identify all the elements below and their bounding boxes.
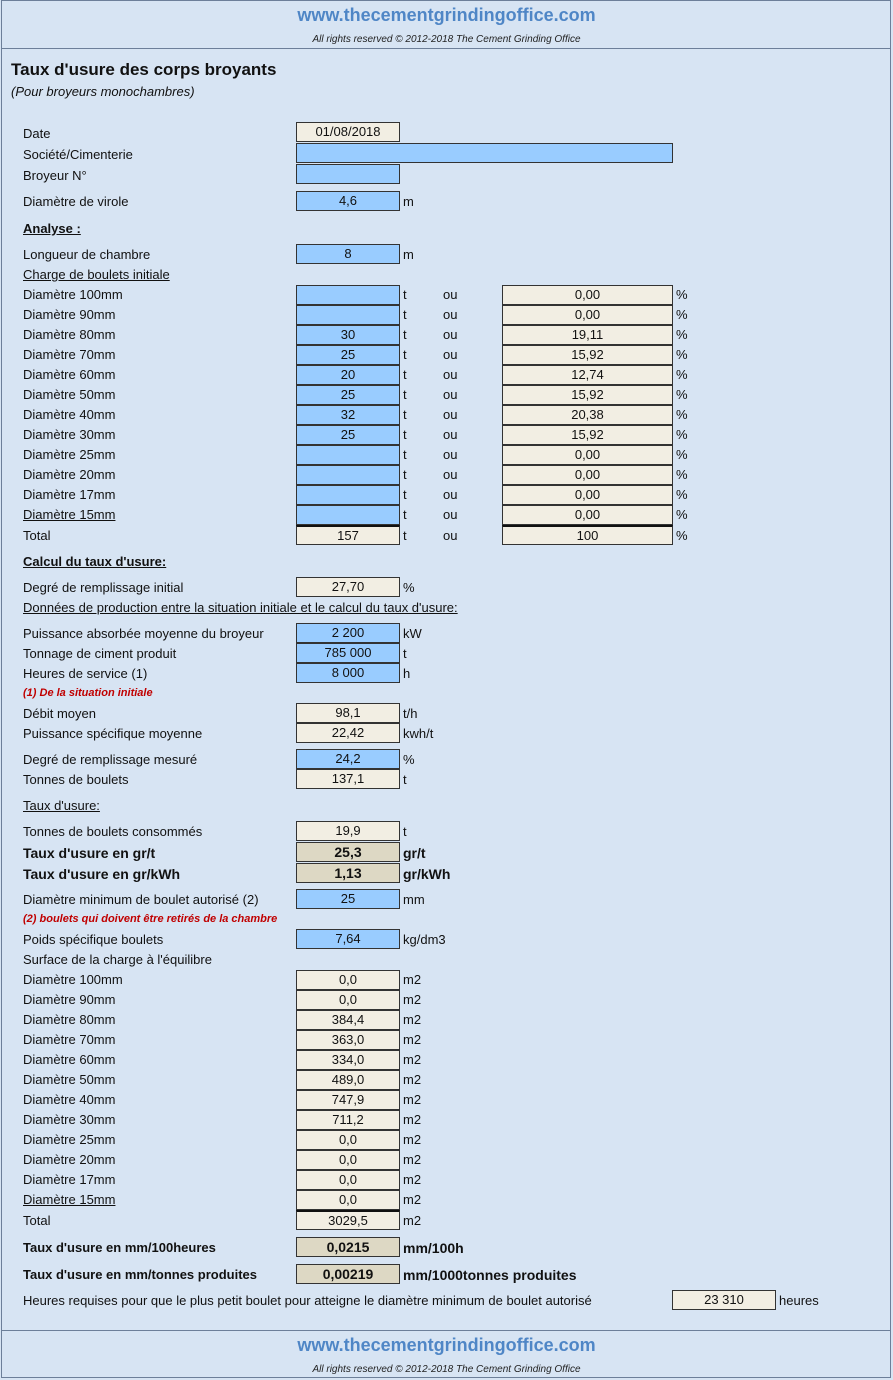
charge-row-ou: ou: [443, 307, 458, 322]
charge-row-label: Diamètre 60mm: [23, 367, 116, 382]
surface-row-label: Diamètre 20mm: [23, 1152, 116, 1167]
charge-row-ou: ou: [443, 467, 458, 482]
fill-initial-unit: %: [403, 580, 415, 595]
wear-grt-value: 25,3: [296, 842, 400, 862]
wear-mmton-unit: mm/1000tonnes produites: [403, 1267, 577, 1283]
consumed-label: Tonnes de boulets consommés: [23, 824, 203, 839]
charge-row-pct: 20,38: [502, 405, 673, 425]
rate-unit: t/h: [403, 706, 418, 721]
length-field[interactable]: 8: [296, 244, 400, 264]
charge-row-label: Diamètre 25mm: [23, 447, 116, 462]
charge-row-pct: 15,92: [502, 425, 673, 445]
charge-row-ou: ou: [443, 387, 458, 402]
footer-site-url[interactable]: www.thecementgrindingoffice.com: [297, 1335, 596, 1355]
fill-initial-label: Degré de remplissage initial: [23, 580, 184, 595]
hours-label: Heures de service (1): [23, 666, 148, 681]
charge-row-pct: 0,00: [502, 445, 673, 465]
charge-row-label: Diamètre 15mm: [23, 507, 116, 522]
wear-mm100h-unit: mm/100h: [403, 1240, 464, 1256]
hours-required-unit: heures: [779, 1293, 819, 1308]
ball-tons-unit: t: [403, 772, 407, 787]
spec-power-label: Puissance spécifique moyenne: [23, 726, 203, 741]
charge-row-unit-pct: %: [676, 327, 688, 342]
date-label: Date: [23, 126, 51, 141]
surface-row-unit: m2: [403, 1172, 422, 1187]
surface-row-unit: m2: [403, 1092, 422, 1107]
charge-row-tons-field[interactable]: 30: [296, 325, 400, 345]
charge-total-ou: ou: [443, 528, 458, 543]
charge-row-pct: 0,00: [502, 285, 673, 305]
charge-row-unit-t: t: [403, 347, 407, 362]
production-heading: Données de production entre la situation initiale et le calcul du taux d'usure:: [23, 600, 458, 615]
wear-grt-label: Taux d'usure en gr/t: [23, 845, 156, 861]
charge-row-unit-pct: %: [676, 467, 688, 482]
charge-row-unit-t: t: [403, 507, 407, 522]
surface-row-value: 0,0: [296, 1150, 400, 1170]
spec-power-value: 22,42: [296, 723, 400, 743]
spec-power-unit: kwh/t: [403, 726, 434, 741]
min-diameter-label: Diamètre minimum de boulet autorisé (2): [23, 892, 259, 907]
footer-divider: [1, 1330, 891, 1331]
note-1: (1) De la situation initiale: [23, 687, 153, 699]
surface-row-label: Diamètre 60mm: [23, 1052, 116, 1067]
charge-row-pct: 19,11: [502, 325, 673, 345]
surface-row-unit: m2: [403, 1012, 422, 1027]
surface-row-value: 363,0: [296, 1030, 400, 1050]
consumed-unit: t: [403, 824, 407, 839]
charge-row-ou: ou: [443, 427, 458, 442]
charge-row-pct: 15,92: [502, 345, 673, 365]
surface-row-label: Diamètre 15mm: [23, 1192, 116, 1207]
surface-row-unit: m2: [403, 1152, 422, 1167]
surface-row-unit: m2: [403, 1072, 422, 1087]
power-field[interactable]: 2 200: [296, 623, 400, 643]
hours-required-label: Heures requises pour que le plus petit boulet pour atteigne le diamètre minimum de boulet autorisé: [23, 1293, 592, 1308]
charge-row-ou: ou: [443, 367, 458, 382]
consumed-value: 19,9: [296, 821, 400, 841]
charge-total-pct: 100: [502, 525, 673, 545]
charge-row-ou: ou: [443, 407, 458, 422]
surface-row-unit: m2: [403, 1032, 422, 1047]
tonnage-unit: t: [403, 646, 407, 661]
surface-row-unit: m2: [403, 1192, 422, 1207]
surface-row-value: 384,4: [296, 1010, 400, 1030]
rate-value: 98,1: [296, 703, 400, 723]
surface-row-value: 711,2: [296, 1110, 400, 1130]
charge-row-ou: ou: [443, 447, 458, 462]
charge-row-unit-t: t: [403, 287, 407, 302]
surface-row-value: 334,0: [296, 1050, 400, 1070]
charge-row-pct: 15,92: [502, 385, 673, 405]
charge-row-tons-field[interactable]: 25: [296, 345, 400, 365]
charge-row-ou: ou: [443, 347, 458, 362]
surface-row-label: Diamètre 25mm: [23, 1132, 116, 1147]
surface-row-label: Diamètre 50mm: [23, 1072, 116, 1087]
surface-row-value: 489,0: [296, 1070, 400, 1090]
mill-field[interactable]: [296, 164, 400, 184]
surface-row-unit: m2: [403, 1112, 422, 1127]
hours-unit: h: [403, 666, 411, 681]
hours-field[interactable]: 8 000: [296, 663, 400, 683]
calc-heading: Calcul du taux d'usure:: [23, 554, 167, 569]
length-unit: m: [403, 247, 414, 262]
charge-total-tons: 157: [296, 525, 400, 545]
charge-row-tons-field[interactable]: [296, 505, 400, 525]
tonnage-field[interactable]: 785 000: [296, 643, 400, 663]
surface-total-unit: m2: [403, 1213, 422, 1228]
charge-row-unit-pct: %: [676, 367, 688, 382]
charge-total-unit-pct: %: [676, 528, 688, 543]
charge-row-unit-pct: %: [676, 507, 688, 522]
charge-row-ou: ou: [443, 507, 458, 522]
site-url[interactable]: www.thecementgrindingoffice.com: [297, 5, 596, 25]
company-label: Société/Cimenterie: [23, 147, 133, 162]
charge-row-label: Diamètre 20mm: [23, 467, 116, 482]
rate-label: Débit moyen: [23, 706, 96, 721]
header-divider: [1, 48, 891, 49]
charge-row-unit-t: t: [403, 387, 407, 402]
charge-row-pct: 0,00: [502, 505, 673, 525]
charge-row-label: Diamètre 30mm: [23, 427, 116, 442]
surface-row-label: Diamètre 80mm: [23, 1012, 116, 1027]
charge-row-tons-field[interactable]: 25: [296, 385, 400, 405]
wear-mm100h-label: Taux d'usure en mm/100heures: [23, 1240, 216, 1255]
charge-row-label: Diamètre 100mm: [23, 287, 123, 302]
surface-row-value: 747,9: [296, 1090, 400, 1110]
ball-tons-label: Tonnes de boulets: [23, 772, 129, 787]
charge-row-unit-t: t: [403, 467, 407, 482]
charge-row-label: Diamètre 50mm: [23, 387, 116, 402]
charge-row-pct: 12,74: [502, 365, 673, 385]
wear-grt-unit: gr/t: [403, 845, 426, 861]
charge-row-unit-pct: %: [676, 447, 688, 462]
charge-row-unit-pct: %: [676, 287, 688, 302]
charge-row-unit-t: t: [403, 427, 407, 442]
charge-row-ou: ou: [443, 327, 458, 342]
wear-mmton-value: 0,00219: [296, 1264, 400, 1284]
charge-row-ou: ou: [443, 487, 458, 502]
surface-row-label: Diamètre 40mm: [23, 1092, 116, 1107]
wear-heading: Taux d'usure:: [23, 798, 100, 813]
charge-row-tons-field[interactable]: 25: [296, 425, 400, 445]
charge-row-tons-field[interactable]: [296, 485, 400, 505]
charge-row-unit-pct: %: [676, 387, 688, 402]
charge-row-unit-pct: %: [676, 307, 688, 322]
fill-measured-field[interactable]: 24,2: [296, 749, 400, 769]
charge-row-unit-t: t: [403, 367, 407, 382]
surface-row-unit: m2: [403, 1052, 422, 1067]
charge-row-label: Diamètre 17mm: [23, 487, 116, 502]
date-field[interactable]: 01/08/2018: [296, 122, 400, 142]
surface-row-label: Diamètre 100mm: [23, 972, 123, 987]
length-label: Longueur de chambre: [23, 247, 151, 262]
charge-row-pct: 0,00: [502, 465, 673, 485]
note-2: (2) boulets qui doivent être retirés de la chambre: [23, 913, 278, 925]
surface-row-value: 0,0: [296, 1170, 400, 1190]
analysis-heading: Analyse :: [23, 221, 81, 236]
surface-row-label: Diamètre 70mm: [23, 1032, 116, 1047]
surface-row-unit: m2: [403, 1132, 422, 1147]
diameter-label: Diamètre de virole: [23, 194, 129, 209]
wear-grkwh-unit: gr/kWh: [403, 866, 451, 882]
surface-row-value: 0,0: [296, 1130, 400, 1150]
tonnage-label: Tonnage de ciment produit: [23, 646, 177, 661]
charge-row-label: Diamètre 40mm: [23, 407, 116, 422]
min-diameter-field[interactable]: 25: [296, 889, 400, 909]
surface-total-label: Total: [23, 1213, 51, 1228]
charge-row-tons-field[interactable]: 32: [296, 405, 400, 425]
charge-row-tons-field[interactable]: 20: [296, 365, 400, 385]
diameter-unit: m: [403, 194, 414, 209]
fill-measured-unit: %: [403, 752, 415, 767]
charge-row-label: Diamètre 80mm: [23, 327, 116, 342]
charge-row-pct: 0,00: [502, 305, 673, 325]
charge-heading: Charge de boulets initiale: [23, 267, 170, 282]
surface-row-label: Diamètre 90mm: [23, 992, 116, 1007]
copyright: All rights reserved © 2012-2018 The Cement Grinding Office: [312, 34, 581, 45]
company-field[interactable]: [296, 143, 673, 163]
footer-copyright: All rights reserved © 2012-2018 The Cement Grinding Office: [312, 1364, 581, 1375]
surface-row-value: 0,0: [296, 1190, 400, 1210]
surface-row-label: Diamètre 17mm: [23, 1172, 116, 1187]
surface-row-unit: m2: [403, 972, 422, 987]
ball-tons-value: 137,1: [296, 769, 400, 789]
charge-row-ou: ou: [443, 287, 458, 302]
surface-row-value: 0,0: [296, 990, 400, 1010]
charge-row-unit-pct: %: [676, 427, 688, 442]
surface-row-value: 0,0: [296, 970, 400, 990]
charge-row-tons-field[interactable]: [296, 305, 400, 325]
density-field[interactable]: 7,64: [296, 929, 400, 949]
diameter-field[interactable]: 4,6: [296, 191, 400, 211]
wear-grkwh-value: 1,13: [296, 863, 400, 883]
charge-row-unit-t: t: [403, 487, 407, 502]
wear-mmton-label: Taux d'usure en mm/tonnes produites: [23, 1267, 257, 1282]
charge-row-tons-field[interactable]: [296, 465, 400, 485]
charge-row-label: Diamètre 90mm: [23, 307, 116, 322]
charge-row-unit-pct: %: [676, 407, 688, 422]
power-unit: kW: [403, 626, 422, 641]
density-label: Poids spécifique boulets: [23, 932, 164, 947]
wear-grkwh-label: Taux d'usure en gr/kWh: [23, 866, 181, 882]
wear-mm100h-value: 0,0215: [296, 1237, 400, 1257]
charge-row-unit-t: t: [403, 447, 407, 462]
charge-row-unit-pct: %: [676, 347, 688, 362]
charge-row-unit-t: t: [403, 327, 407, 342]
min-diameter-unit: mm: [403, 892, 425, 907]
charge-total-unit-t: t: [403, 528, 407, 543]
page-subtitle: (Pour broyeurs monochambres): [11, 84, 195, 99]
surface-row-unit: m2: [403, 992, 422, 1007]
charge-row-pct: 0,00: [502, 485, 673, 505]
charge-row-unit-t: t: [403, 407, 407, 422]
hours-required-value: 23 310: [672, 1290, 776, 1310]
fill-initial-value: 27,70: [296, 577, 400, 597]
charge-row-unit-t: t: [403, 307, 407, 322]
density-unit: kg/dm3: [403, 932, 446, 947]
surface-row-label: Diamètre 30mm: [23, 1112, 116, 1127]
charge-row-tons-field[interactable]: [296, 445, 400, 465]
charge-total-label: Total: [23, 528, 51, 543]
page-title: Taux d'usure des corps broyants: [11, 60, 277, 79]
surface-total-value: 3029,5: [296, 1210, 400, 1230]
mill-label: Broyeur N°: [23, 168, 87, 183]
fill-measured-label: Degré de remplissage mesuré: [23, 752, 198, 767]
power-label: Puissance absorbée moyenne du broyeur: [23, 626, 264, 641]
charge-row-tons-field[interactable]: [296, 285, 400, 305]
surface-heading: Surface de la charge à l'équilibre: [23, 952, 212, 967]
charge-row-label: Diamètre 70mm: [23, 347, 116, 362]
charge-row-unit-pct: %: [676, 487, 688, 502]
